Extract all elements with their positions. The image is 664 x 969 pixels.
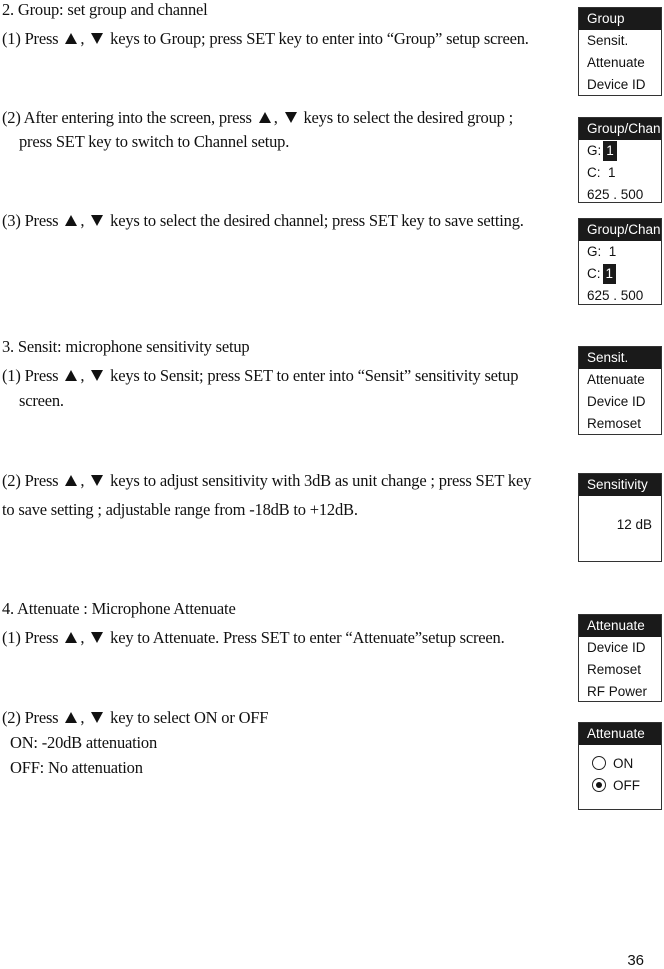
group-step-2: (2) After entering into the screen, press , keys to select the desired group ; (2, 108, 513, 127)
down-arrow-icon (285, 112, 297, 123)
radio-selected-icon (592, 778, 606, 792)
menu-item-device-id: Device ID (587, 77, 646, 92)
menu-item-device-id: Device ID (587, 640, 646, 655)
down-arrow-icon (91, 370, 103, 381)
sensit-step-1-cont: screen. (19, 391, 64, 410)
radio-unselected-icon (592, 756, 606, 770)
down-arrow-icon (91, 632, 103, 643)
lcd-title: Group/Chan (579, 118, 661, 140)
lcd-main-menu-attenuate (578, 614, 662, 702)
attenuate-on-description: ON: -20dB attenuation (10, 733, 158, 752)
sensit-step-2: (2) Press , keys to adjust sensitivity with 3dB as unit change ; press SET key (2, 471, 532, 490)
up-arrow-icon (65, 632, 77, 643)
menu-item-group: Group (579, 8, 661, 30)
lcd-title: Attenuate (579, 723, 661, 745)
group-row: G: 1 (579, 140, 661, 162)
frequency-readout: 625 . 500 (587, 288, 644, 303)
lcd-title: Group/Chan (579, 219, 661, 241)
attenuate-step-1: (1) Press , key to Attenuate. Press SET to enter “Attenuate”setup screen. (2, 628, 505, 647)
group-value: 1 (608, 244, 617, 259)
attenuate-step-2: (2) Press , key to select ON or OFF (2, 708, 269, 727)
menu-item-attenuate: Attenuate (587, 372, 645, 387)
channel-value-selected: 1 (603, 264, 617, 284)
channel-row: C: 1 (579, 263, 661, 285)
down-arrow-icon (91, 33, 103, 44)
lcd-main-menu-sensit (578, 346, 662, 435)
up-arrow-icon (65, 215, 77, 226)
group-step-2-cont: press SET key to switch to Channel setup. (19, 132, 290, 151)
lcd-group-chan-channel-select (578, 218, 662, 305)
down-arrow-icon (91, 475, 103, 486)
option-on: ON (579, 753, 661, 775)
menu-item-rf-power: RF Power (587, 684, 648, 699)
channel-row: C: 1 (587, 165, 616, 180)
down-arrow-icon (91, 712, 103, 723)
sensit-step-1: (1) Press , keys to Sensit; press SET to enter into “Sensit” sensitivity setup (2, 366, 519, 385)
group-step-1: (1) Press , keys to Group; press SET key to enter into “Group” setup screen. (2, 29, 529, 48)
section-heading-sensit: 3. Sensit: microphone sensitivity setup (2, 337, 250, 356)
menu-item-attenuate: Attenuate (579, 615, 661, 637)
option-off: OFF (579, 775, 661, 797)
channel-value: 1 (608, 165, 616, 180)
menu-item-sensit: Sensit. (579, 347, 661, 369)
sensitivity-value: 12 dB (616, 517, 652, 532)
lcd-title: Sensitivity (579, 474, 661, 496)
up-arrow-icon (65, 33, 77, 44)
lcd-group-chan-group-select (578, 117, 662, 203)
up-arrow-icon (65, 712, 77, 723)
up-arrow-icon (65, 475, 77, 486)
up-arrow-icon (259, 112, 271, 123)
lcd-sensitivity (578, 473, 662, 562)
group-value-selected: 1 (603, 141, 617, 161)
section-heading-attenuate: 4. Attenuate : Microphone Attenuate (2, 599, 236, 618)
group-step-3: (3) Press , keys to select the desired channel; press SET key to save setting. (2, 211, 524, 230)
group-row: G: 1 (587, 244, 617, 259)
menu-item-device-id: Device ID (587, 394, 646, 409)
sensit-step-2-cont: to save setting ; adjustable range from -18dB to +12dB. (2, 500, 358, 519)
lcd-main-menu-group (578, 7, 662, 96)
lcd-attenuate-select (578, 722, 662, 810)
menu-item-sensit: Sensit. (587, 33, 629, 48)
frequency-readout: 625 . 500 (587, 187, 644, 202)
section-heading-group: 2. Group: set group and channel (2, 0, 208, 19)
menu-item-remoset: Remoset (587, 662, 642, 677)
down-arrow-icon (91, 215, 103, 226)
page-number: 36 (627, 952, 644, 969)
menu-item-remoset: Remoset (587, 416, 642, 431)
menu-item-attenuate: Attenuate (587, 55, 645, 70)
attenuate-off-description: OFF: No attenuation (10, 758, 143, 777)
up-arrow-icon (65, 370, 77, 381)
